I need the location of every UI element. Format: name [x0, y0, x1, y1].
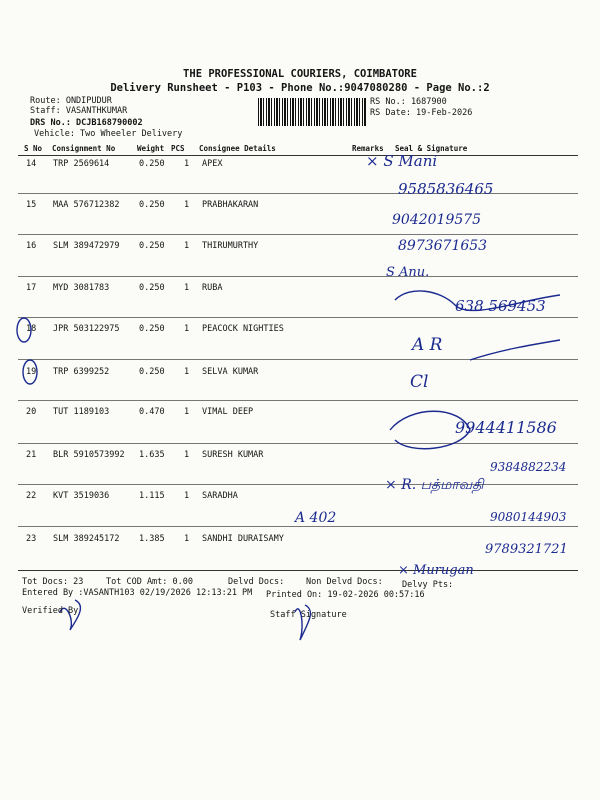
handwritten-phone: 8973671653: [398, 238, 488, 254]
consignment-no: MAA 576712382: [53, 200, 120, 210]
sno: 16: [26, 241, 37, 251]
staff: Staff: VASANTHKUMAR: [30, 106, 128, 116]
weight: 0.250: [139, 241, 165, 251]
verified-by: Verified By: [22, 606, 79, 616]
handwritten-name: S Anu.: [386, 265, 430, 280]
consignee: SELVA KUMAR: [202, 367, 259, 377]
delivered-docs: Delvd Docs:: [228, 577, 285, 587]
pcs: 1: [184, 367, 190, 377]
pcs: 1: [184, 241, 190, 251]
weight: 0.470: [139, 407, 165, 417]
weight: 1.635: [139, 450, 165, 460]
col-consignee: Consignee Details: [199, 144, 276, 153]
handwritten-phone: 9384882234: [490, 460, 567, 474]
weight: 0.250: [139, 367, 165, 377]
pcs: 1: [184, 450, 190, 460]
sno: 14: [26, 159, 37, 169]
col-seal: Seal & Signature: [395, 144, 468, 153]
weight: 0.250: [139, 283, 165, 293]
col-remarks: Remarks: [352, 144, 384, 153]
pcs: 1: [184, 324, 190, 334]
sno: 22: [26, 491, 37, 501]
consignment-no: SLM 389472979: [53, 241, 120, 251]
consignee: VIMAL DEEP: [202, 407, 254, 417]
printed-on: Printed On: 19-02-2026 00:57:16: [266, 590, 425, 600]
entered-by: Entered By :VASANTH103 02/19/2026 12:13:21 PM: [22, 588, 253, 598]
handwritten-text: Murugan: [413, 563, 474, 578]
sno: 15: [26, 200, 37, 210]
consignee: RUBA: [202, 283, 223, 293]
handwritten-phone: 9789321721: [485, 542, 568, 557]
delivery-points: Delvy Pts:: [402, 580, 454, 590]
consignment-no: SLM 389245172: [53, 534, 120, 544]
rs-date: RS Date: 19-Feb-2026: [370, 108, 473, 118]
runsheet-title: Delivery Runsheet - P103 - Phone No.:9047080280 - Page No.:2: [110, 82, 490, 94]
drs-number: DRS No.: DCJB168790002: [30, 118, 143, 128]
handwritten-initials: Cl: [410, 372, 429, 392]
consignee: SANDHI DURAISAMY: [202, 534, 284, 544]
col-consignment: Consignment No: [52, 144, 116, 153]
handwritten-initials: A R: [412, 335, 443, 355]
vehicle: Vehicle: Two Wheeler Delivery: [34, 129, 183, 139]
weight: 0.250: [139, 200, 165, 210]
route: Route: ONDIPUDUR: [30, 96, 112, 106]
total-docs: Tot Docs: 23: [22, 577, 84, 587]
pcs: 1: [184, 491, 190, 501]
ink-scribble: [470, 340, 560, 360]
pcs: 1: [184, 159, 190, 169]
sno: 18: [26, 324, 37, 334]
consignment-no: BLR 5910573992: [53, 450, 125, 460]
handwritten-phone: 9042019575: [392, 212, 482, 228]
handwritten-text: S Mani: [383, 152, 438, 170]
weight: 1.385: [139, 534, 165, 544]
col-weight: Weight: [137, 144, 165, 153]
handwritten-phone: 9585836465: [398, 180, 494, 198]
handwritten-name: × S Mani: [366, 152, 438, 170]
pcs: 1: [184, 534, 190, 544]
consignment-no: TRP 6399252: [53, 367, 110, 377]
consignee: SURESH KUMAR: [202, 450, 264, 460]
pcs: 1: [184, 283, 190, 293]
pcs: 1: [184, 200, 190, 210]
col-pcs: PCS: [171, 144, 185, 153]
handwritten-phone: 9944411586: [455, 418, 557, 437]
consignee: THIRUMURTHY: [202, 241, 259, 251]
ink-circle: [23, 360, 37, 384]
consignee: SARADHA: [202, 491, 238, 501]
total-cod: Tot COD Amt: 0.00: [106, 577, 193, 587]
consignee: APEX: [202, 159, 223, 169]
non-delivered-docs: Non Delvd Docs:: [306, 577, 383, 587]
handwritten-name: × Murugan: [398, 563, 474, 578]
sno: 23: [26, 534, 37, 544]
sno: 17: [26, 283, 37, 293]
staff-signature: Staff Signature: [270, 610, 347, 620]
rs-number: RS No.: 1687900: [370, 97, 447, 107]
weight: 0.250: [139, 159, 165, 169]
consignment-no: TUT 1189103: [53, 407, 110, 417]
handwritten-phone: 638 569453: [455, 297, 546, 315]
weight: 0.250: [139, 324, 165, 334]
sno: 20: [26, 407, 37, 417]
consignment-no: JPR 503122975: [53, 324, 120, 334]
handwritten-text: R. பத்மாவதி: [401, 477, 484, 493]
consignment-no: TRP 2569614: [53, 159, 110, 169]
sno: 19: [26, 367, 37, 377]
weight: 1.115: [139, 491, 165, 501]
handwritten-name: × R. பத்மாவதி: [385, 477, 484, 493]
company-title: THE PROFESSIONAL COURIERS, COIMBATORE: [183, 68, 417, 80]
consignment-no: MYD 3081783: [53, 283, 110, 293]
consignee: PRABHAKARAN: [202, 200, 259, 210]
sno: 21: [26, 450, 37, 460]
col-sno: S No: [24, 144, 43, 153]
pcs: 1: [184, 407, 190, 417]
handwritten-phone: 9080144903: [490, 510, 567, 524]
ink-circle: [17, 318, 31, 342]
handwritten-note: A 402: [295, 510, 337, 526]
consignment-no: KVT 3519036: [53, 491, 110, 501]
consignee: PEACOCK NIGHTIES: [202, 324, 284, 334]
